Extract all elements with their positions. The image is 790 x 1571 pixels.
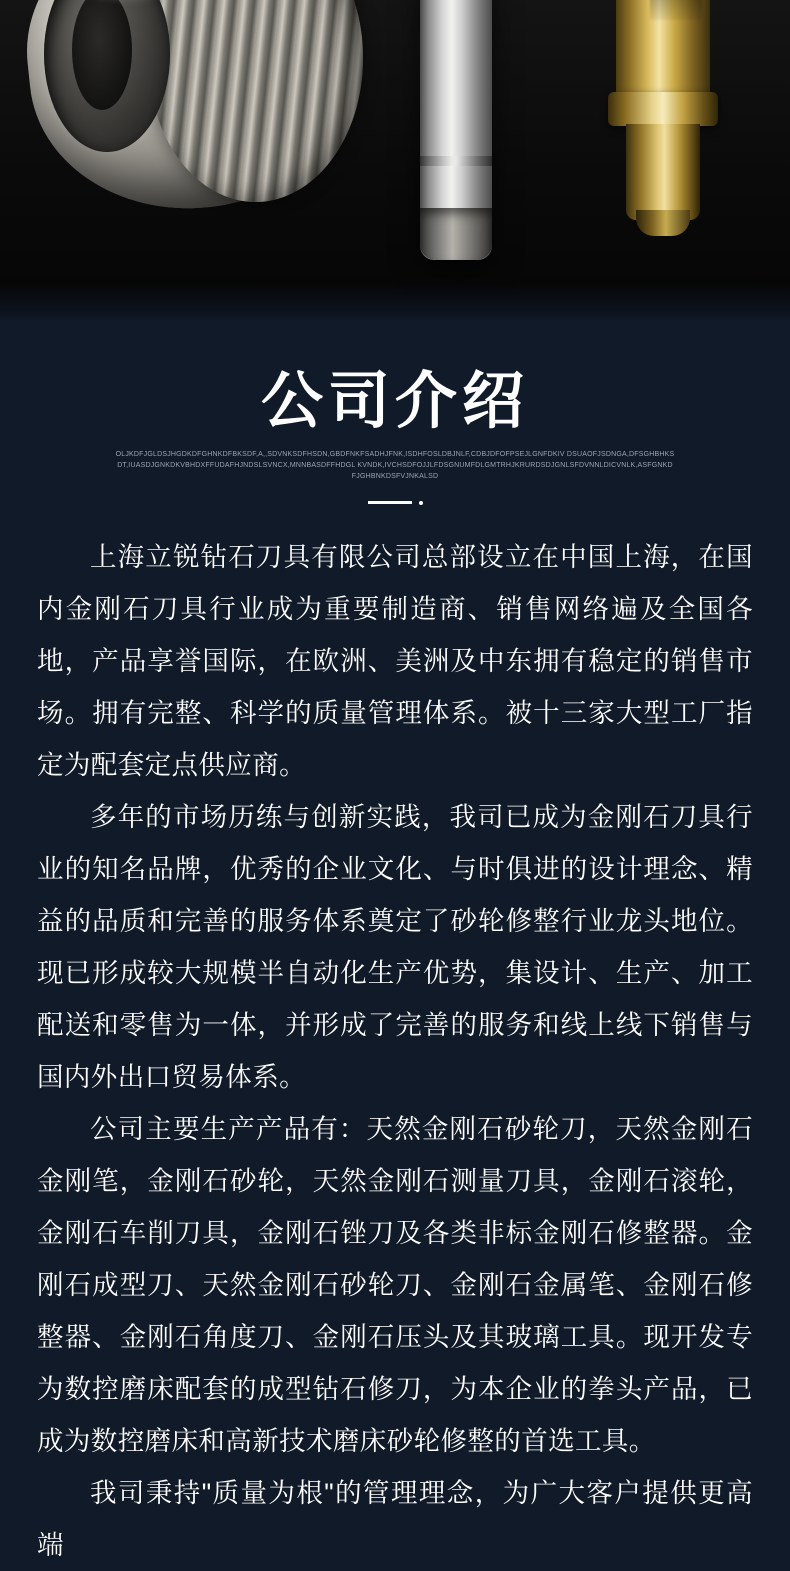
diamond-grinding-wheel-image	[28, 0, 358, 208]
intro-paragraph-4: 我司秉持"质量为根"的管理理念，为广大客户提供更高端	[37, 1477, 753, 1560]
hero-product-photo-band	[0, 0, 790, 322]
company-intro-section	[0, 322, 790, 1571]
section-subtitle-text: OLJKDFJGLDSJHGDKDFGHNKDFBKSDF,A,,SDVNKSDFHSDN,GBDFNKFSADHJFNK,ISDHFOSLDBJNLF,CDBJDFOFPSEJLGNFDKIV DSUAOFJSDNGA,DFSGHBHKSDT,IUASDJGNKDKVBHDXFFUDAFHJNDSLSVNCX,MNNBASDFFHDGL KVNDK,IVCHSDFOJJLFDSGNUMFDLGMTRHJKRURDSDJGNLSFDVNNLDICVNLK,ASFGNKDFJGHBNKDSFVJNKALSD	[115, 451, 675, 480]
steel-rod-tool-image	[420, 0, 492, 260]
dresser-shank	[616, 0, 710, 100]
intro-paragraph-2: 多年的市场历练与创新实践，我司已成为金刚石刀具行业的知名品牌，优秀的企业文化、与时俱进的设计理念、精益的品质和完善的服务体系奠定了砂轮修整行业龙头地位。现已形成较大规模半自动化生产优势，集设计、生产、加工配送和零售为一体，并形成了完善的服务和线上线下销售与国内外出口贸易体系。	[37, 801, 753, 1092]
rod-tip	[420, 208, 492, 260]
section-title: 公司介绍	[260, 367, 529, 436]
dresser-nose-tip	[636, 210, 690, 236]
divider-dot	[419, 501, 423, 505]
intro-paragraph-1: 上海立锐钻石刀具有限公司总部设立在中国上海，在国内金刚石刀具行业成为重要制造商、销售网络遍及全国各地，产品享誉国际，在欧洲、美洲及中东拥有稳定的销售市场。拥有完整、科学的质量管理体系。被十三家大型工厂指定为配套定点供应商。	[37, 541, 753, 780]
dresser-collar	[608, 92, 718, 126]
rod-band	[420, 156, 492, 166]
dresser-engraving	[650, 0, 702, 20]
dresser-nose	[626, 124, 700, 220]
title-divider	[360, 501, 430, 505]
brass-diamond-dresser-image	[600, 0, 726, 260]
company-intro-body	[37, 531, 753, 1571]
divider-bar	[368, 501, 412, 504]
intro-paragraph-3: 公司主要生产产品有：天然金刚石砂轮刀，天然金刚石金刚笔，金刚石砂轮，天然金刚石测量刀具，金刚石滚轮，金刚石车削刀具，金刚石锉刀及各类非标金刚石修整器。金刚石成型刀、天然金刚石砂轮刀、金刚石金属笔、金刚石修整器、金刚石角度刀、金刚石压头及其玻璃工具。现开发专为数控磨床配套的成型钻石修刀，为本企业的拳头产品，已成为数控磨床和高新技术磨床砂轮修整的首选工具。	[37, 1113, 753, 1456]
